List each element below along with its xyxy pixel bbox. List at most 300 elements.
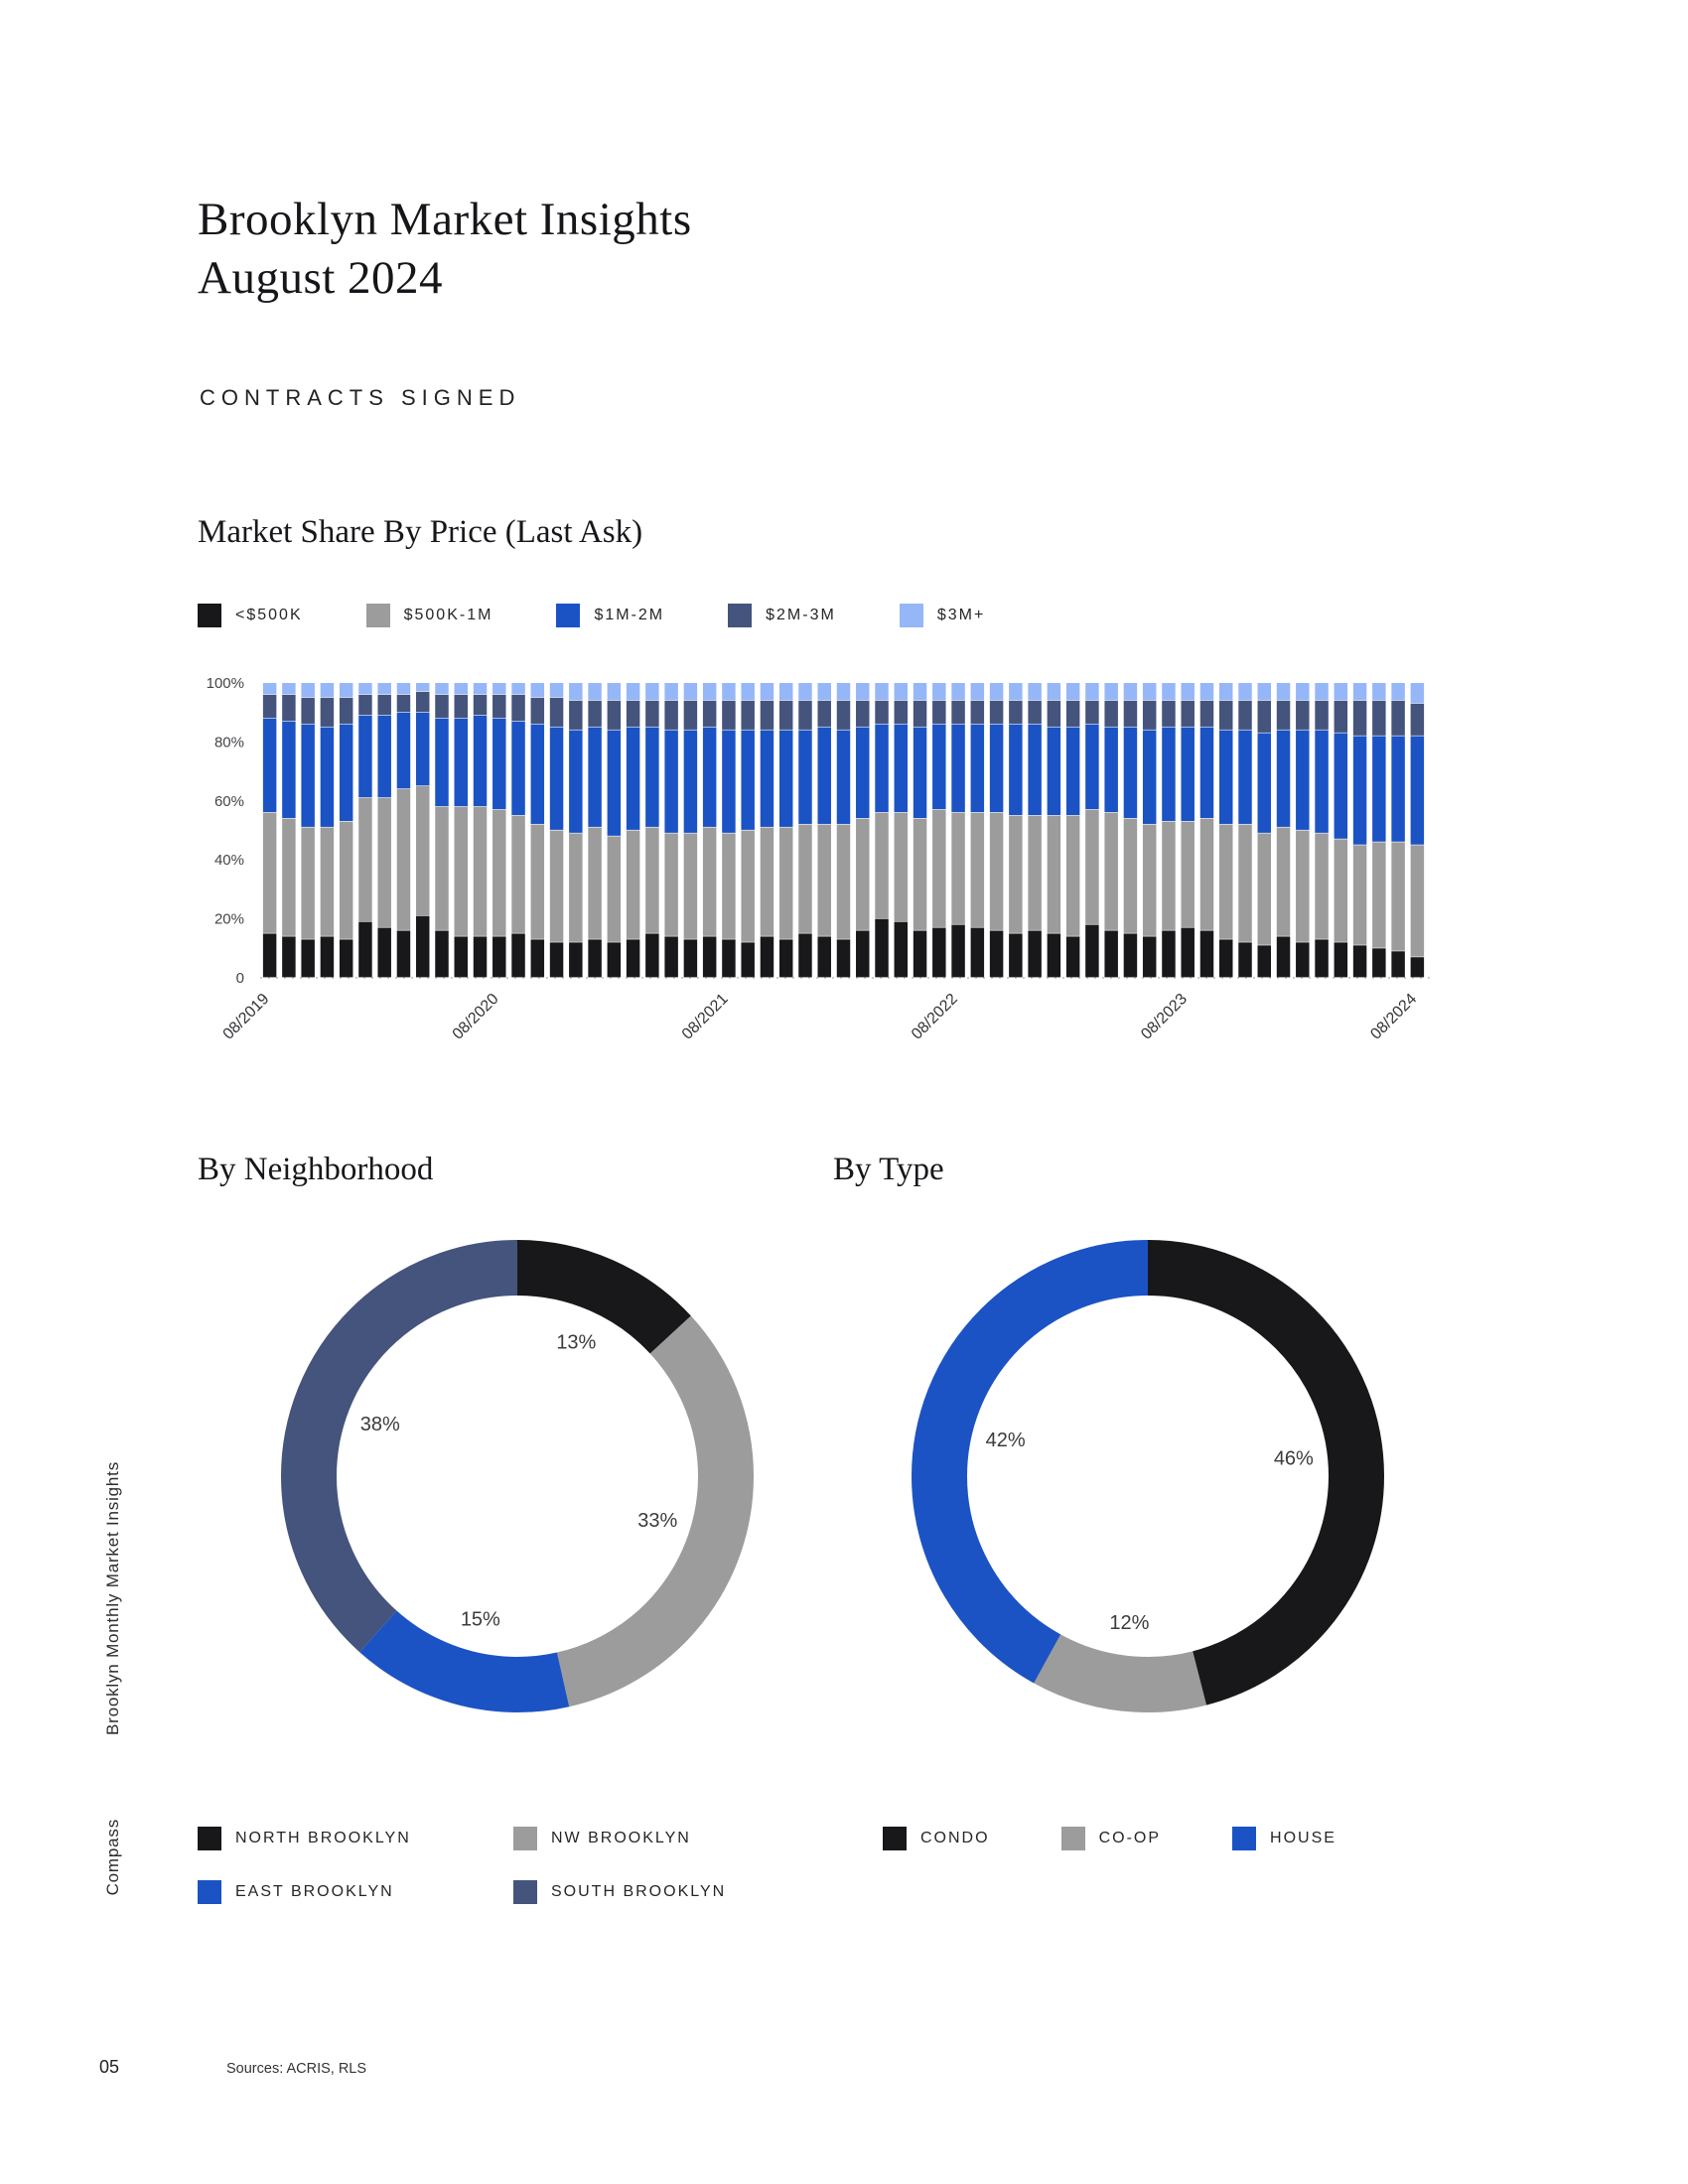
bar-segment — [492, 683, 505, 694]
bar-segment — [1277, 828, 1290, 936]
legend-label: $3M+ — [936, 607, 986, 623]
bar-segment — [1162, 930, 1175, 977]
bar-chart-heading: Market Share By Price (Last Ask) — [198, 514, 643, 550]
bar-segment — [377, 683, 390, 694]
bar-segment — [435, 930, 448, 977]
bar-segment — [569, 701, 582, 730]
bar-segment — [1277, 683, 1290, 700]
bar-segment — [588, 683, 601, 700]
bar-segment — [608, 701, 621, 730]
bar-segment — [321, 728, 334, 827]
bar-segment — [1124, 819, 1137, 933]
bar-segment — [569, 731, 582, 833]
donut-percent-label: 38% — [359, 1414, 400, 1436]
bar-segment — [282, 683, 295, 694]
bar-segment — [932, 701, 945, 724]
bar-segment — [474, 936, 487, 977]
bar-segment — [416, 786, 429, 915]
bar-segment — [664, 936, 677, 977]
bar-segment — [1353, 845, 1366, 944]
bar-segment — [1085, 683, 1098, 700]
bar-segment — [397, 930, 410, 977]
bar-segment — [627, 683, 639, 700]
donut-percent-label: 33% — [637, 1509, 678, 1532]
bar-segment — [951, 725, 964, 813]
bar-segment — [301, 725, 314, 827]
bar-segment — [358, 798, 371, 921]
bar-segment — [435, 695, 448, 718]
bar-segment — [1296, 731, 1309, 830]
bar-segment — [1315, 939, 1328, 977]
legend-label: CO-OP — [1098, 1830, 1162, 1846]
bar-segment — [377, 716, 390, 798]
bar-segment — [492, 719, 505, 809]
bar-segment — [455, 683, 468, 694]
bar-segment — [282, 936, 295, 977]
legend-item — [728, 604, 836, 627]
bar-segment — [703, 828, 716, 936]
bar-segment — [684, 833, 697, 938]
bar-segment — [263, 695, 276, 718]
bar-segment — [511, 683, 524, 694]
bar-segment — [645, 828, 658, 933]
bar-segment — [875, 813, 888, 918]
bar-segment — [1353, 683, 1366, 700]
bar-segment — [455, 719, 468, 807]
bar-segment — [1085, 725, 1098, 810]
bar-segment — [914, 728, 926, 818]
x-axis-tick-label: 08/2021 — [678, 990, 732, 1043]
bar-segment — [588, 828, 601, 939]
legend-swatch — [513, 1880, 537, 1904]
bar-segment — [856, 683, 869, 700]
bar-segment — [703, 701, 716, 727]
legend-swatch — [1232, 1827, 1256, 1850]
bar-segment — [263, 933, 276, 977]
bar-segment — [798, 825, 811, 933]
bar-segment — [1372, 683, 1385, 700]
bar-segment — [895, 683, 908, 700]
bar-segment — [321, 936, 334, 977]
bar-segment — [1335, 683, 1347, 700]
legend-item — [513, 1827, 829, 1850]
bar-segment — [627, 939, 639, 977]
bar-segment — [550, 698, 563, 727]
bar-segment — [627, 728, 639, 830]
legend-label: $500K-1M — [403, 607, 493, 623]
bar-segment — [1353, 736, 1366, 844]
bar-segment — [377, 695, 390, 715]
bar-segment — [1181, 728, 1194, 821]
legend-item — [1232, 1827, 1336, 1850]
bar-segment — [817, 728, 830, 824]
bar-segment — [932, 928, 945, 978]
bar-segment — [1181, 683, 1194, 700]
bar-segment — [1181, 822, 1194, 927]
bar-segment — [1200, 819, 1213, 930]
bar-segment — [703, 936, 716, 977]
bar-segment — [1277, 936, 1290, 977]
bar-segment — [569, 833, 582, 941]
bar-segment — [531, 725, 544, 824]
bar-segment — [416, 713, 429, 786]
bar-segment — [1124, 683, 1137, 700]
bar-segment — [1296, 683, 1309, 700]
bar-segment — [282, 819, 295, 936]
bar-segment — [1124, 728, 1137, 818]
bar-segment — [1066, 816, 1079, 936]
bar-segment — [990, 813, 1003, 930]
bar-segment — [645, 701, 658, 727]
bar-segment — [1009, 933, 1022, 977]
neighborhood-donut-chart — [281, 1240, 754, 1712]
bar-segment — [550, 942, 563, 977]
y-axis-tick-label: 60% — [213, 792, 244, 810]
bar-segment — [1258, 945, 1271, 977]
bar-segment — [779, 683, 792, 700]
bar-segment — [645, 933, 658, 977]
bar-segment — [474, 683, 487, 694]
bar-segment — [588, 939, 601, 977]
donut-percent-label: 15% — [460, 1608, 500, 1631]
legend-label: $1M-2M — [594, 607, 665, 623]
bar-segment — [397, 789, 410, 930]
bar-segment — [1124, 701, 1137, 727]
bar-segment — [511, 695, 524, 721]
legend-item — [198, 1827, 513, 1850]
bar-segment — [1353, 701, 1366, 736]
bar-segment — [569, 942, 582, 977]
bar-segment — [1200, 728, 1213, 818]
bar-segment — [282, 722, 295, 818]
bar-segment — [263, 813, 276, 933]
bar-segment — [990, 701, 1003, 724]
bar-segment — [741, 942, 754, 977]
bar-segment — [550, 831, 563, 942]
bar-segment — [1411, 957, 1424, 977]
bar-segment — [1296, 831, 1309, 942]
bar-segment — [856, 819, 869, 930]
neighborhood-legend — [198, 1827, 829, 1904]
bar-segment — [684, 939, 697, 977]
bar-segment — [1143, 683, 1156, 700]
y-axis-tick-label: 100% — [206, 675, 244, 692]
bar-segment — [1258, 701, 1271, 733]
bar-segment — [1238, 701, 1251, 730]
bar-segment — [895, 725, 908, 813]
bar-segment — [588, 728, 601, 827]
bar-segment — [1143, 731, 1156, 824]
bar-segment — [1315, 701, 1328, 730]
bar-segment — [1238, 731, 1251, 824]
bar-segment — [1048, 728, 1060, 816]
bar-segment — [377, 798, 390, 927]
bar-segment — [1028, 725, 1041, 815]
bar-segment — [1181, 701, 1194, 727]
bar-segment — [1048, 683, 1060, 700]
bar-segment — [511, 933, 524, 977]
bar-segment — [263, 719, 276, 812]
bar-segment — [1238, 683, 1251, 700]
bar-segment — [1028, 930, 1041, 977]
bar-segment — [703, 728, 716, 827]
bar-segment — [1391, 736, 1404, 841]
bar-segment — [971, 813, 984, 927]
bar-segment — [301, 698, 314, 724]
bar-segment — [761, 828, 774, 936]
bar-segment — [397, 713, 410, 789]
bar-segment — [1181, 928, 1194, 978]
bar-segment — [301, 939, 314, 977]
bar-segment — [455, 936, 468, 977]
bar-chart-legend — [198, 604, 985, 627]
y-axis-tick-label: 40% — [213, 852, 244, 870]
bar-segment — [837, 683, 850, 700]
market-share-bar-chart — [174, 663, 1435, 1080]
bar-segment — [1372, 842, 1385, 947]
bar-segment — [1219, 731, 1232, 824]
bar-segment — [1009, 816, 1022, 933]
legend-label: NORTH BROOKLYN — [235, 1830, 411, 1846]
bar-segment — [1296, 701, 1309, 730]
bar-segment — [722, 833, 735, 938]
bar-segment — [550, 683, 563, 697]
legend-item — [1061, 1827, 1161, 1850]
bar-segment — [474, 807, 487, 936]
sidebar-report-label: Brooklyn Monthly Market Insights — [103, 1461, 122, 1735]
bar-segment — [321, 683, 334, 697]
bar-segment — [914, 701, 926, 727]
bar-segment — [990, 683, 1003, 700]
bar-segment — [971, 683, 984, 700]
page-title-line1: Brooklyn Market Insights — [198, 194, 692, 245]
legend-swatch — [883, 1827, 907, 1850]
bar-segment — [1335, 839, 1347, 941]
donut-percent-label: 13% — [556, 1331, 597, 1354]
bar-segment — [531, 825, 544, 939]
bar-segment — [1411, 704, 1424, 736]
bar-segment — [1143, 825, 1156, 936]
bar-segment — [1219, 939, 1232, 977]
bar-segment — [1411, 683, 1424, 703]
x-axis-tick-label: 08/2023 — [1138, 990, 1192, 1043]
bar-segment — [340, 822, 352, 939]
bar-segment — [856, 701, 869, 727]
bar-segment — [779, 731, 792, 827]
bar-segment — [511, 816, 524, 933]
x-axis-tick-label: 08/2024 — [1367, 990, 1421, 1043]
bar-segment — [1104, 813, 1117, 930]
bar-segment — [455, 695, 468, 718]
y-axis-tick-label: 0 — [235, 970, 244, 987]
bar-segment — [645, 728, 658, 827]
bar-segment — [971, 928, 984, 978]
bar-segment — [1315, 731, 1328, 833]
bar-segment — [1085, 925, 1098, 978]
bar-segment — [1085, 810, 1098, 924]
bar-segment — [1353, 945, 1366, 977]
bar-segment — [722, 939, 735, 977]
bar-segment — [761, 936, 774, 977]
bar-segment — [569, 683, 582, 700]
bar-segment — [1085, 701, 1098, 724]
bar-segment — [608, 836, 621, 941]
bar-segment — [932, 725, 945, 810]
bar-segment — [837, 825, 850, 939]
bar-segment — [817, 701, 830, 727]
x-axis-tick-label: 08/2020 — [449, 990, 502, 1043]
bar-segment — [1200, 683, 1213, 700]
legend-swatch — [728, 604, 752, 627]
bar-segment — [321, 698, 334, 727]
bar-segment — [1219, 701, 1232, 730]
bar-segment — [914, 819, 926, 930]
bar-segment — [1372, 701, 1385, 736]
bar-segment — [340, 683, 352, 697]
bar-segment — [358, 683, 371, 694]
bar-segment — [1315, 833, 1328, 938]
bar-segment — [474, 716, 487, 806]
bar-segment — [1391, 701, 1404, 736]
bar-segment — [722, 683, 735, 700]
type-donut-chart — [912, 1240, 1384, 1712]
bar-segment — [1391, 842, 1404, 950]
bar-segment — [1219, 825, 1232, 939]
bar-segment — [951, 813, 964, 924]
bar-segment — [1028, 816, 1041, 930]
bar-segment — [397, 695, 410, 712]
bar-segment — [358, 716, 371, 798]
bar-segment — [990, 930, 1003, 977]
bar-segment — [531, 683, 544, 697]
bar-segment — [455, 807, 468, 936]
bar-segment — [875, 683, 888, 700]
legend-item — [198, 604, 303, 627]
bar-segment — [397, 683, 410, 694]
bar-segment — [741, 701, 754, 730]
page-number: 05 — [99, 2057, 120, 2077]
bar-segment — [798, 683, 811, 700]
bar-segment — [837, 701, 850, 730]
bar-segment — [875, 919, 888, 978]
donut-chart-svg — [912, 1240, 1384, 1712]
donut-percent-label: 42% — [985, 1430, 1026, 1452]
bar-segment — [435, 719, 448, 807]
legend-swatch — [198, 1880, 221, 1904]
bar-segment — [627, 831, 639, 939]
bar-segment — [684, 731, 697, 833]
bar-segment — [1048, 816, 1060, 933]
bar-segment — [779, 939, 792, 977]
bar-segment — [492, 695, 505, 718]
legend-label: EAST BROOKLYN — [235, 1883, 394, 1900]
bar-segment — [645, 683, 658, 700]
legend-swatch — [900, 604, 923, 627]
bar-segment — [1372, 948, 1385, 977]
bar-segment — [895, 813, 908, 921]
bar-segment — [492, 936, 505, 977]
bar-segment — [1143, 936, 1156, 977]
legend-label: $2M-3M — [766, 607, 836, 623]
bar-segment — [416, 683, 429, 691]
bar-segment — [1009, 683, 1022, 700]
bar-segment — [914, 930, 926, 977]
bar-segment — [1048, 701, 1060, 727]
x-axis-tick-label: 08/2019 — [219, 990, 273, 1043]
bar-segment — [722, 731, 735, 833]
bar-segment — [798, 933, 811, 977]
legend-item — [513, 1880, 829, 1904]
legend-label: CONDO — [920, 1830, 990, 1846]
legend-item — [366, 604, 493, 627]
bar-segment — [761, 701, 774, 730]
bar-segment — [722, 701, 735, 730]
bar-segment — [664, 833, 677, 935]
x-axis-tick-label: 08/2022 — [908, 990, 961, 1043]
bar-segment — [1162, 822, 1175, 930]
bar-segment — [1258, 683, 1271, 700]
bar-segment — [761, 683, 774, 700]
bar-segment — [837, 731, 850, 824]
neighborhood-heading: By Neighborhood — [198, 1152, 434, 1187]
sources-note: Sources: ACRIS, RLS — [226, 2061, 367, 2077]
legend-label: NW BROOKLYN — [551, 1830, 691, 1846]
bar-segment — [951, 701, 964, 724]
legend-swatch — [1061, 1827, 1085, 1850]
sidebar-brand-label: Compass — [103, 1819, 122, 1896]
bar-segment — [856, 930, 869, 977]
bar-segment — [741, 683, 754, 700]
bar-segment — [1258, 833, 1271, 944]
bar-segment — [798, 731, 811, 824]
bar-segment — [779, 701, 792, 730]
bar-segment — [856, 728, 869, 818]
bar-segment — [1066, 936, 1079, 977]
bar-segment — [1335, 701, 1347, 733]
bar-segment — [321, 828, 334, 936]
bar-segment — [340, 698, 352, 724]
donut-percent-label: 46% — [1273, 1447, 1314, 1470]
bar-segment — [1335, 733, 1347, 838]
bar-segment — [358, 922, 371, 978]
type-heading: By Type — [833, 1152, 944, 1187]
bar-segment — [951, 683, 964, 700]
bar-segment — [817, 936, 830, 977]
bar-segment — [761, 731, 774, 827]
bar-segment — [741, 731, 754, 830]
bar-segment — [1066, 728, 1079, 816]
bar-segment — [474, 695, 487, 715]
legend-swatch — [366, 604, 390, 627]
bar-segment — [1162, 683, 1175, 700]
bar-segment — [1372, 736, 1385, 841]
bar-segment — [684, 683, 697, 700]
bar-segment — [1411, 845, 1424, 956]
bar-segment — [951, 925, 964, 978]
bar-segment — [895, 701, 908, 724]
bar-segment — [684, 701, 697, 730]
bar-segment — [664, 731, 677, 833]
legend-label: SOUTH BROOKLYN — [551, 1883, 727, 1900]
bar-segment — [1143, 701, 1156, 730]
bar-segment — [1200, 701, 1213, 727]
bar-segment — [1009, 701, 1022, 724]
bar-segment — [1391, 951, 1404, 977]
bar-segment — [301, 828, 314, 939]
y-axis-tick-label: 80% — [213, 734, 244, 751]
bar-segment — [282, 695, 295, 721]
page-title — [198, 191, 692, 308]
